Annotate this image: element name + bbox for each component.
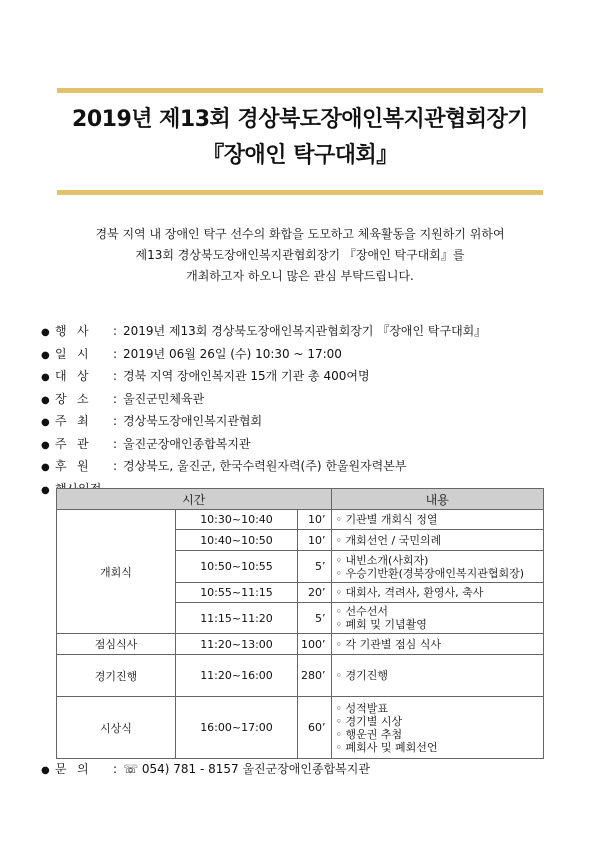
contact-label: 문 의 <box>55 762 89 776</box>
table-row <box>57 697 544 759</box>
section-lunch: 점심식사 <box>57 634 176 655</box>
title-line-1: 2019년 제13회 경상북도장애인복지관협회장기 <box>72 107 528 132</box>
header-time: 시간 <box>57 489 332 510</box>
header-content: 내용 <box>331 489 544 510</box>
content-cell: ◦ 기관별 개회식 정열 <box>331 510 544 530</box>
content-cell: ◦ 대회사, 격려사, 환영사, 축사 <box>331 583 544 603</box>
top-gold-divider <box>57 88 543 93</box>
table-row <box>57 655 544 697</box>
document-title <box>0 102 600 174</box>
info-value: 울진군민체육관 <box>123 391 205 406</box>
info-value: 울진군장애인종합복지관 <box>123 436 251 451</box>
title-line-2: 『장애인 탁구대회』 <box>202 143 398 168</box>
minutes-cell: 100’ <box>298 634 332 655</box>
content-cell: ◦ 내빈소개(사회자) ◦ 우승기반환(경북장애인복지관협회장) <box>331 551 544 583</box>
intro-line: 제13회 경상북도장애인복지관협회장기 『장애인 탁구대회』를 <box>135 248 465 262</box>
bullet-icon: ● <box>41 439 50 451</box>
table-row <box>57 634 544 655</box>
event-info-list <box>41 320 486 500</box>
content-cell: ◦ 경기진행 <box>331 655 544 697</box>
time-cell: 16:00~17:00 <box>176 697 298 759</box>
time-cell: 10:30~10:40 <box>176 510 298 530</box>
minutes-cell: 5’ <box>298 603 332 634</box>
minutes-cell: 10’ <box>298 510 332 530</box>
content-cell: ◦ 성적발표 ◦ 경기별 시상 ◦ 행운권 추첨 ◦ 폐회사 및 폐회선언 <box>331 697 544 759</box>
minutes-cell: 5’ <box>298 551 332 583</box>
minutes-cell: 60’ <box>298 697 332 759</box>
info-value: 경상북도장애인복지관협회 <box>123 414 263 428</box>
minutes-cell: 10’ <box>298 530 332 551</box>
info-item-event: ● 행 사 : 2019년 제13회 경상북도장애인복지관협회장기 『장애인 탁구대회』 <box>41 320 486 343</box>
minutes-cell: 280’ <box>298 655 332 697</box>
info-value: 2019년 제13회 경상북도장애인복지관협회장기 『장애인 탁구대회』 <box>123 324 487 338</box>
bullet-icon: ● <box>41 462 50 473</box>
minutes-cell: 20’ <box>298 583 332 603</box>
info-item-datetime: ● 일 시 : 2019년 06월 26일 (수) 10:30 ~ 17:00 <box>41 343 486 366</box>
info-item-organizer: ● 주 관 : 울진군장애인종합복지관 <box>41 433 486 456</box>
info-label: 주 관 <box>55 436 89 451</box>
bullet-icon: ● <box>41 417 50 428</box>
contact-value: ☏ 054) 781 - 8157 울진군장애인종합복지관 <box>123 762 370 776</box>
content-cell: ◦ 개회선언 / 국민의례 <box>331 530 544 551</box>
bullet-icon: ● <box>41 349 50 361</box>
info-value: 2019년 06월 26일 (수) 10:30 ~ 17:00 <box>123 346 342 361</box>
section-match: 경기진행 <box>57 655 176 697</box>
bullet-icon: ● <box>41 394 50 406</box>
time-cell: 11:20~13:00 <box>176 634 298 655</box>
bullet-icon: ● <box>41 765 50 776</box>
info-label: 행 사 <box>55 324 89 338</box>
info-item-venue: ● 장 소 : 울진군민체육관 <box>41 388 486 411</box>
time-cell: 11:20~16:00 <box>176 655 298 697</box>
intro-line: 개최하고자 하오니 많은 관심 부탁드립니다. <box>186 269 414 283</box>
time-cell: 10:50~10:55 <box>176 551 298 583</box>
contact-line: ● 문 의 : ☏ 054) 781 - 8157 울진군장애인종합복지관 <box>41 762 370 776</box>
content-cell: ◦ 선수선서 ◦ 폐회 및 기념촬영 <box>331 603 544 634</box>
bottom-gold-divider <box>57 190 543 195</box>
table-header-row <box>57 489 544 510</box>
table-row <box>57 510 544 530</box>
intro-line: 경북 지역 내 장애인 탁구 선수의 화합을 도모하고 체육활동을 지원하기 위하여 <box>95 227 505 241</box>
content-cell: ◦ 각 기관별 점심 식사 <box>331 634 544 655</box>
info-item-host: ● 주 최 : 경상북도장애인복지관협회 <box>41 410 486 433</box>
bullet-icon: ● <box>41 327 50 338</box>
info-item-sponsor: ● 후 원 : 경상북도, 울진군, 한국수력원자력(주) 한울원자력본부 <box>41 455 486 478</box>
time-cell: 10:55~11:15 <box>176 583 298 603</box>
time-cell: 11:15~11:20 <box>176 603 298 634</box>
bullet-icon: ● <box>41 484 50 496</box>
bullet-icon: ● <box>41 372 50 383</box>
info-label: 일 시 <box>55 346 89 361</box>
info-label: 장 소 <box>55 391 89 406</box>
info-value: 경북 지역 장애인복지관 15개 기관 총 400여명 <box>123 369 370 383</box>
info-label: 후 원 <box>55 459 89 473</box>
schedule-table <box>56 488 544 759</box>
section-award: 시상식 <box>57 697 176 759</box>
info-value: 경상북도, 울진군, 한국수력원자력(주) 한울원자력본부 <box>123 459 407 473</box>
time-cell: 10:40~10:50 <box>176 530 298 551</box>
info-label: 주 최 <box>55 414 89 428</box>
info-item-target: ● 대 상 : 경북 지역 장애인복지관 15개 기관 총 400여명 <box>41 365 486 388</box>
info-label: 대 상 <box>55 369 89 383</box>
intro-paragraph <box>0 224 600 287</box>
section-opening: 개회식 <box>57 510 176 634</box>
